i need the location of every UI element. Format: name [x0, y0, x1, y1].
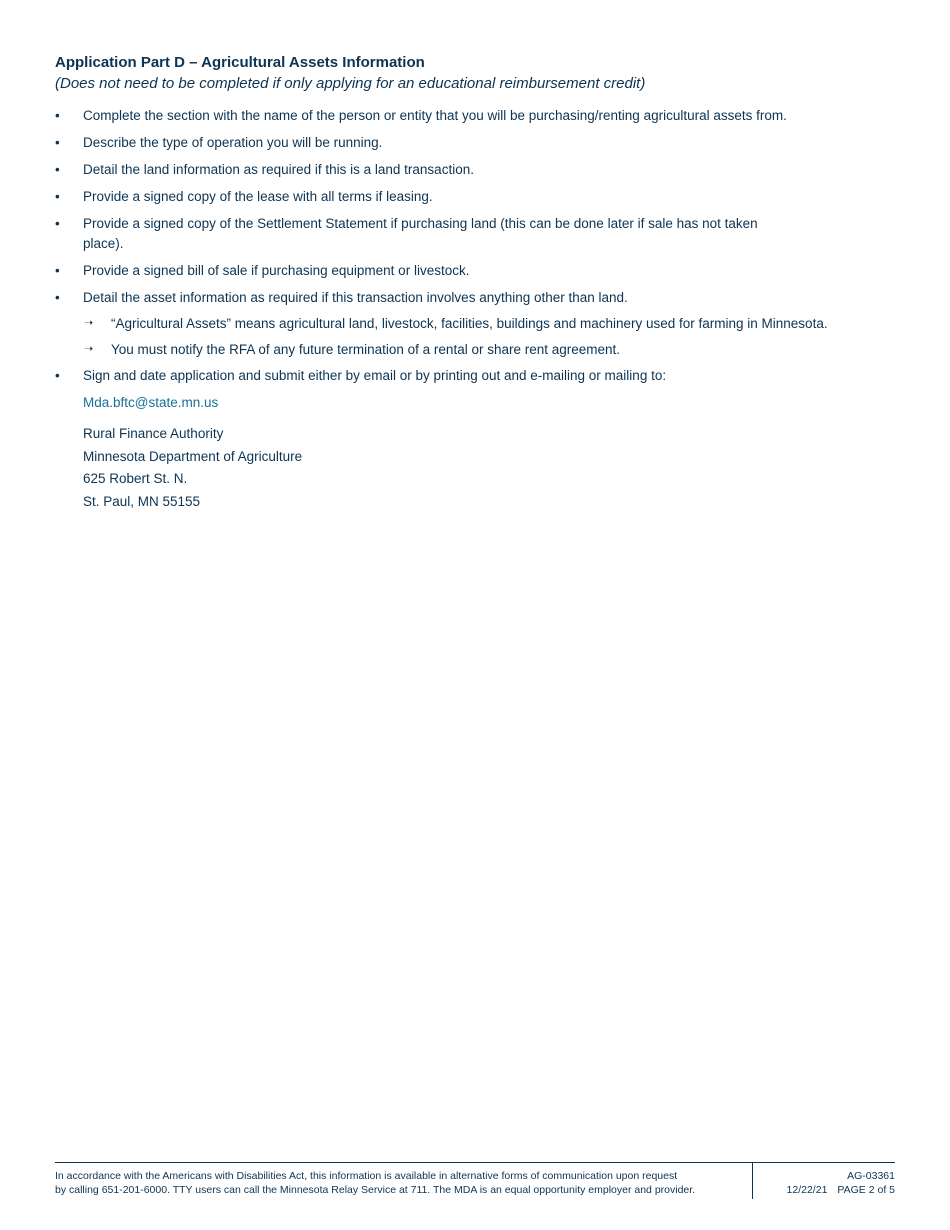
- bullet-icon: •: [55, 290, 60, 305]
- document-page: [55, 52, 895, 513]
- arrow-right-icon: ➝: [84, 343, 94, 355]
- form-info: [765, 1169, 895, 1197]
- list-item: [55, 187, 895, 207]
- list-item: [55, 366, 895, 386]
- list-item: [55, 214, 783, 254]
- list-item-text: Detail the asset information as required if this transaction involves anything other than land.: [83, 290, 628, 305]
- section-subtitle: (Does not need to be completed if only applying for an educational reimbursement credit): [55, 75, 646, 92]
- list-item: [55, 160, 895, 180]
- list-item: [55, 106, 895, 126]
- ada-notice: [55, 1169, 745, 1197]
- list-item: [55, 288, 895, 359]
- arrow-right-icon: ➝: [84, 317, 94, 329]
- bullet-icon: •: [55, 216, 60, 231]
- address-line: Minnesota Department of Agriculture: [83, 448, 303, 464]
- section-title: Application Part D – Agricultural Assets Information: [55, 54, 425, 71]
- address-line: 625 Robert St. N.: [83, 471, 188, 486]
- bullet-icon: •: [55, 162, 60, 177]
- list-item-text: Detail the land information as required if this is a land transaction.: [83, 162, 474, 177]
- address-line: St. Paul, MN 55155: [83, 493, 201, 509]
- bullet-icon: •: [55, 189, 60, 204]
- bullet-icon: •: [55, 108, 60, 123]
- page-footer: [55, 1162, 895, 1199]
- list-item-text: Provide a signed copy of the Settlement Statement if purchasing land (this can be done later if sale has not taken place).: [83, 216, 758, 251]
- bullet-icon: •: [55, 263, 60, 278]
- mailing-address: [83, 423, 895, 513]
- ada-notice-line: In accordance with the Americans with Disabilities Act, this information is available in alternative forms of communication upon request: [55, 1170, 678, 1182]
- form-id: AG-03361: [847, 1170, 895, 1182]
- list-item-text: Provide a signed bill of sale if purchasing equipment or livestock.: [83, 263, 470, 278]
- sub-list: [83, 314, 895, 359]
- list-item-text: Describe the type of operation you will be running.: [83, 135, 383, 150]
- list-item: [55, 261, 895, 281]
- form-date: 12/22/21: [786, 1184, 828, 1196]
- sub-list-item: [55, 314, 895, 333]
- sub-list-item-text: You must notify the RFA of any future termination of a rental or share rent agreement.: [111, 342, 621, 357]
- list-item: [55, 133, 895, 153]
- sub-list-item-text: “Agricultural Assets” means agricultural land, livestock, facilities, buildings and machinery used for farming in Minnesota.: [111, 316, 828, 331]
- list-item-text: Sign and date application and submit either by email or by printing out and e-mailing or mailing to:: [83, 368, 667, 383]
- instructions-list: [55, 106, 895, 386]
- footer-divider: [752, 1163, 753, 1199]
- page-number: PAGE 2 of 5: [837, 1184, 895, 1196]
- list-item-text: Complete the section with the name of the person or entity that you will be purchasing/renting agricultural assets from.: [83, 108, 787, 123]
- bullet-icon: •: [55, 135, 60, 150]
- ada-notice-line: by calling 651-201-6000. TTY users can call the Minnesota Relay Service at 711. The MDA is an equal opportunity employer and provider.: [55, 1184, 696, 1196]
- address-line: Rural Finance Authority: [83, 426, 224, 441]
- bullet-icon: •: [55, 368, 60, 383]
- sub-list-item: [55, 340, 895, 359]
- email-link[interactable]: Mda.bftc@state.mn.us: [83, 395, 219, 410]
- list-item-text: Provide a signed copy of the lease with all terms if leasing.: [83, 189, 433, 204]
